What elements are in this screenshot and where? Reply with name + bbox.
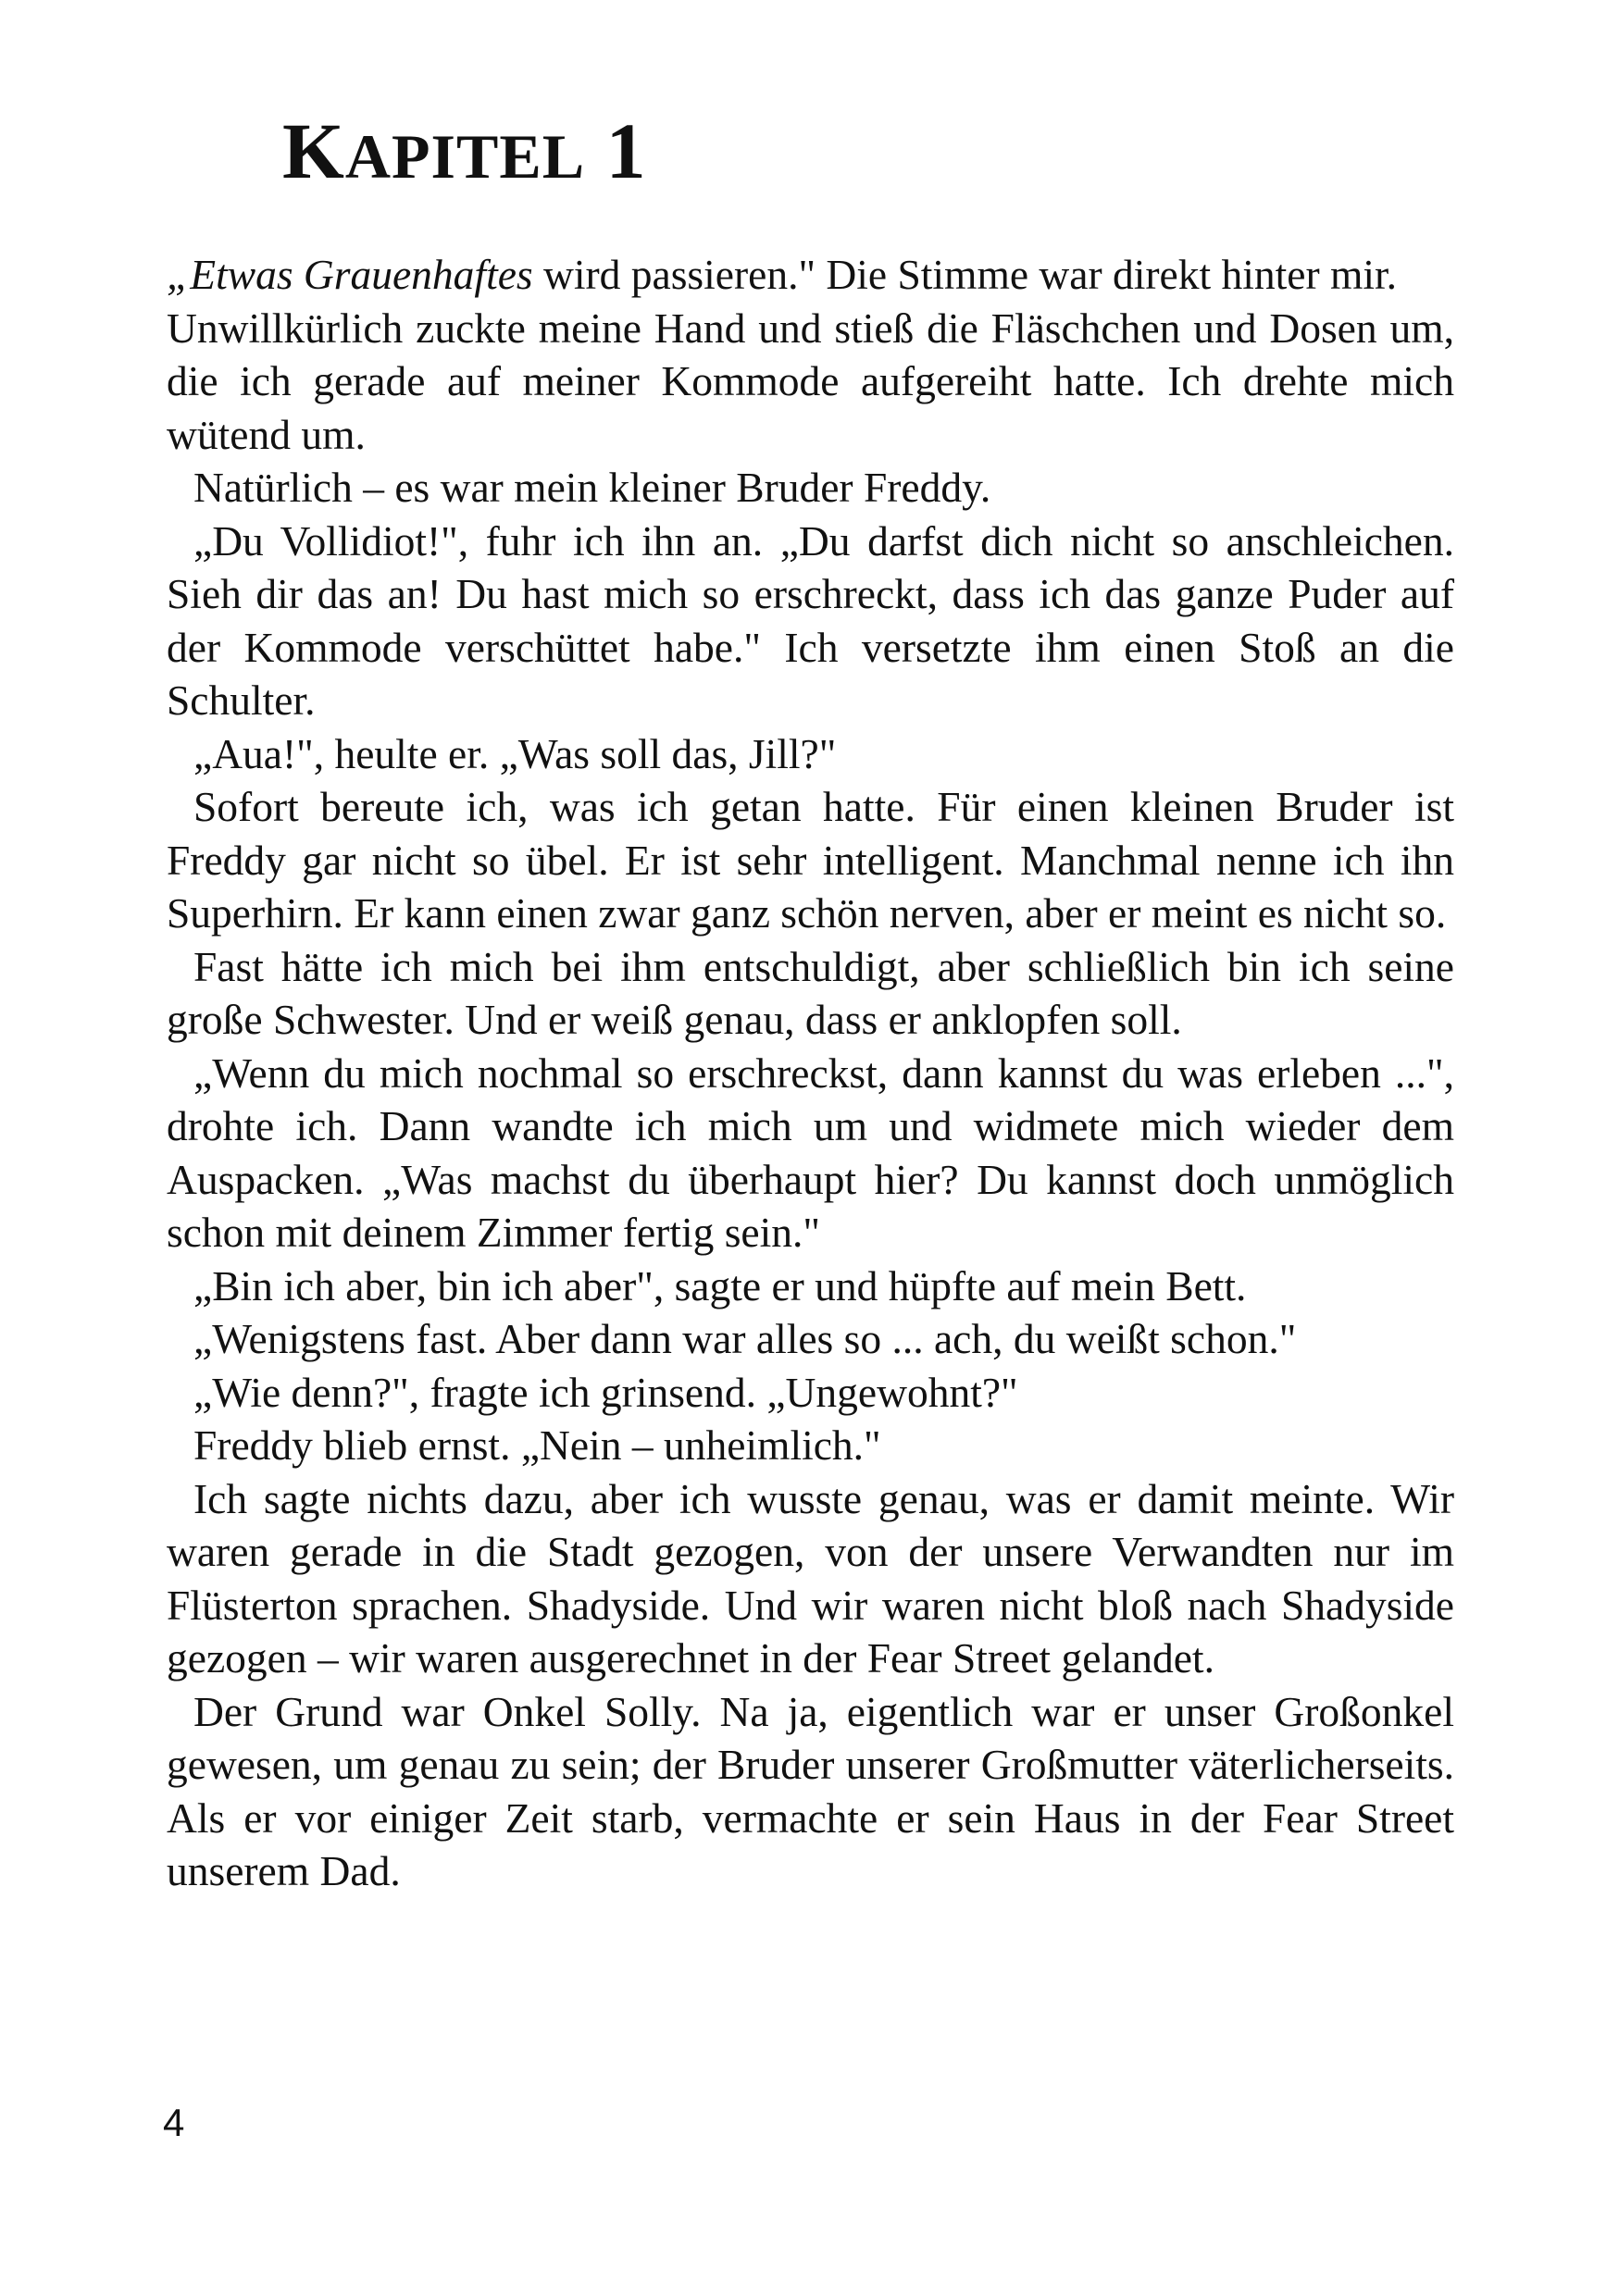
chapter-title-initial: K [282, 106, 345, 195]
paragraph-1-emphasis: „Etwas Grauenhaftes [167, 251, 533, 298]
paragraph-1 [167, 248, 1454, 302]
paragraph-5: „Aua!", heulte er. „Was soll das, Jill?" [193, 729, 837, 777]
paragraph-6: Sofort bereute ich, was ich getan hatte. Für einen kleinen Bruder ist Freddy gar nicht so übel. Er ist sehr intelligent. Manchmal nenne ich ihn Superhirn. Er kann einen zwar ganz schön nerven, aber er meint es nicht so. [167, 783, 1454, 937]
paragraph-13: Ich sagte nichts dazu, aber ich wusste genau, was er damit meinte. Wir waren gerade in die Stadt gezogen, von der unsere Verwandten nur im Flüsterton sprachen. Shadyside. Und wir waren nicht bloß nach Shadyside gezogen – wir waren ausgerechnet in der Fear Street gelandet. [167, 1474, 1454, 1682]
paragraph-10: „Wenigstens fast. Aber dann war alles so ... ach, du weißt schon." [193, 1315, 1297, 1362]
paragraph-11: „Wie denn?", fragte ich grinsend. „Ungewohnt?" [193, 1368, 1018, 1416]
paragraph-4: „Du Vollidiot!", fuhr ich ihn an. „Du darfst dich nicht so anschleichen. Sieh dir das an! Du hast mich so erschreckt, dass ich das ganze Puder auf der Kommode verschüttet habe." Ich versetzte ihm einen Stoß an die Schulter. [167, 516, 1454, 724]
paragraph-14: Der Grund war Onkel Solly. Na ja, eigentlich war er unser Großonkel gewesen, um genau zu sein; der Bruder unserer Großmutter väterlicherseits. Als er vor einiger Zeit starb, vermachte er sein Haus in der Fear Street unserem Dad. [167, 1687, 1454, 1894]
paragraph-12: Freddy blieb ernst. „Nein – unheimlich." [193, 1421, 881, 1469]
chapter-title-word: APITEL [344, 121, 586, 192]
paragraph-2: Unwillkürlich zuckte meine Hand und stieß die Fläschchen und Dosen um, die ich gerade auf meiner Kommode aufgereiht hatte. Ich drehte mich wütend um. [167, 304, 1454, 458]
paragraph-3: Natürlich – es war mein kleiner Bruder Freddy. [193, 464, 991, 511]
chapter-title-number: 1 [605, 106, 647, 195]
page-number: 4 [163, 2101, 185, 2144]
paragraph-7: Fast hätte ich mich bei ihm entschuldigt, aber schließlich bin ich seine große Schwester. Und er weiß genau, dass er anklopfen soll. [167, 942, 1454, 1043]
paragraph-8: „Wenn du mich nochmal so erschreckst, dann kannst du was erleben ...", drohte ich. Dann wandte ich mich um und widmete mich wieder dem Auspacken. „Was machst du überhaupt hier? Du kannst doch unmöglich schon mit deinem Zimmer fertig sein." [167, 1049, 1454, 1256]
paragraph-9: „Bin ich aber, bin ich aber", sagte er und hüpfte auf mein Bett. [193, 1261, 1247, 1309]
paragraph-1-text: wird passieren." Die Stimme war direkt hinter mir. [532, 251, 1398, 298]
chapter-body [167, 248, 1454, 1898]
chapter-title [282, 106, 647, 195]
